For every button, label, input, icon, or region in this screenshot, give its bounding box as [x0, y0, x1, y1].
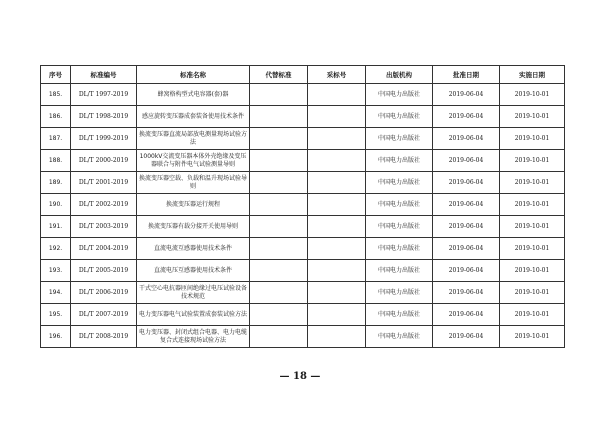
header-std-no: 标准编号 — [71, 66, 137, 84]
cell-std-name: 电力变压器、封闭式组合电器、电力电缆复合式连接现场试验方法 — [137, 326, 250, 348]
cell-replaces — [250, 326, 308, 348]
cell-std-name: 电力变压器电气试验装置成套装试验方法 — [137, 304, 250, 326]
cell-adopted — [308, 216, 366, 238]
page-number: — 18 — — [279, 371, 321, 382]
cell-publisher: 中国电力出版社 — [366, 194, 433, 216]
cell-approval-date: 2019-06-04 — [433, 150, 500, 172]
cell-adopted — [308, 304, 366, 326]
cell-replaces — [250, 106, 308, 128]
cell-adopted — [308, 172, 366, 194]
cell-std-no: DL/T 2004-2019 — [71, 238, 137, 260]
cell-seq: 186. — [41, 106, 71, 128]
cell-std-no: DL/T 1999-2019 — [71, 128, 137, 150]
cell-std-name: 直流电流互感器使用技术条件 — [137, 238, 250, 260]
cell-effective-date: 2019-10-01 — [500, 304, 565, 326]
table-row — [41, 238, 565, 260]
cell-approval-date: 2019-06-04 — [433, 128, 500, 150]
cell-publisher: 中国电力出版社 — [366, 282, 433, 304]
cell-seq: 185. — [41, 84, 71, 106]
cell-adopted — [308, 326, 366, 348]
cell-replaces — [250, 282, 308, 304]
standards-table — [40, 65, 565, 348]
cell-replaces — [250, 84, 308, 106]
cell-std-no: DL/T 2008-2019 — [71, 326, 137, 348]
cell-adopted — [308, 128, 366, 150]
cell-effective-date: 2019-10-01 — [500, 260, 565, 282]
cell-adopted — [308, 84, 366, 106]
cell-approval-date: 2019-06-04 — [433, 304, 500, 326]
cell-std-no: DL/T 1997-2019 — [71, 84, 137, 106]
cell-adopted — [308, 150, 366, 172]
cell-replaces — [250, 238, 308, 260]
table-row — [41, 106, 565, 128]
cell-std-name: 感应旋转变压器成套装备使用技术条件 — [137, 106, 250, 128]
cell-seq: 193. — [41, 260, 71, 282]
cell-approval-date: 2019-06-04 — [433, 84, 500, 106]
cell-replaces — [250, 304, 308, 326]
cell-std-no: DL/T 2003-2019 — [71, 216, 137, 238]
cell-approval-date: 2019-06-04 — [433, 260, 500, 282]
table-row — [41, 260, 565, 282]
cell-publisher: 中国电力出版社 — [366, 238, 433, 260]
cell-std-name: 换流变压器运行规程 — [137, 194, 250, 216]
cell-publisher: 中国电力出版社 — [366, 260, 433, 282]
cell-effective-date: 2019-10-01 — [500, 84, 565, 106]
table-row — [41, 326, 565, 348]
cell-std-no: DL/T 2005-2019 — [71, 260, 137, 282]
cell-std-name: 1000kV交流变压器本体外壳绝缘及变压器联合与附件电气试验测量导则 — [137, 150, 250, 172]
header-seq: 序号 — [41, 66, 71, 84]
cell-adopted — [308, 260, 366, 282]
cell-approval-date: 2019-06-04 — [433, 172, 500, 194]
cell-seq: 188. — [41, 150, 71, 172]
cell-effective-date: 2019-10-01 — [500, 282, 565, 304]
cell-std-no: DL/T 2001-2019 — [71, 172, 137, 194]
cell-publisher: 中国电力出版社 — [366, 172, 433, 194]
header-effective-date: 实施日期 — [500, 66, 565, 84]
cell-replaces — [250, 216, 308, 238]
cell-std-name: 换流变压器直流局部放电测量现场试验方法 — [137, 128, 250, 150]
table-row — [41, 282, 565, 304]
cell-publisher: 中国电力出版社 — [366, 216, 433, 238]
cell-approval-date: 2019-06-04 — [433, 194, 500, 216]
header-adopted: 采标号 — [308, 66, 366, 84]
cell-seq: 196. — [41, 326, 71, 348]
cell-seq: 191. — [41, 216, 71, 238]
cell-effective-date: 2019-10-01 — [500, 106, 565, 128]
cell-seq: 192. — [41, 238, 71, 260]
cell-std-no: DL/T 2007-2019 — [71, 304, 137, 326]
cell-std-name: 干式空心电抗器匝间绝缘过电压试验设备技术规范 — [137, 282, 250, 304]
cell-adopted — [308, 282, 366, 304]
header-replaces: 代替标准 — [250, 66, 308, 84]
cell-approval-date: 2019-06-04 — [433, 326, 500, 348]
cell-publisher: 中国电力出版社 — [366, 326, 433, 348]
header-approval-date: 批准日期 — [433, 66, 500, 84]
cell-adopted — [308, 194, 366, 216]
cell-seq: 190. — [41, 194, 71, 216]
cell-std-no: DL/T 2000-2019 — [71, 150, 137, 172]
cell-approval-date: 2019-06-04 — [433, 282, 500, 304]
cell-seq: 194. — [41, 282, 71, 304]
cell-replaces — [250, 150, 308, 172]
cell-publisher: 中国电力出版社 — [366, 128, 433, 150]
cell-effective-date: 2019-10-01 — [500, 172, 565, 194]
cell-effective-date: 2019-10-01 — [500, 326, 565, 348]
table-body — [41, 84, 565, 348]
cell-publisher: 中国电力出版社 — [366, 304, 433, 326]
cell-publisher: 中国电力出版社 — [366, 106, 433, 128]
table-row — [41, 304, 565, 326]
cell-std-no: DL/T 1998-2019 — [71, 106, 137, 128]
cell-approval-date: 2019-06-04 — [433, 216, 500, 238]
cell-effective-date: 2019-10-01 — [500, 194, 565, 216]
cell-effective-date: 2019-10-01 — [500, 238, 565, 260]
cell-replaces — [250, 194, 308, 216]
table-row — [41, 194, 565, 216]
cell-adopted — [308, 238, 366, 260]
cell-std-no: DL/T 2006-2019 — [71, 282, 137, 304]
cell-approval-date: 2019-06-04 — [433, 238, 500, 260]
cell-effective-date: 2019-10-01 — [500, 150, 565, 172]
cell-publisher: 中国电力出版社 — [366, 150, 433, 172]
header-publisher: 出版机构 — [366, 66, 433, 84]
cell-seq: 189. — [41, 172, 71, 194]
cell-approval-date: 2019-06-04 — [433, 106, 500, 128]
cell-seq: 195. — [41, 304, 71, 326]
cell-std-name: 换流变压器有载分接开关使用导则 — [137, 216, 250, 238]
cell-effective-date: 2019-10-01 — [500, 216, 565, 238]
cell-publisher: 中国电力出版社 — [366, 84, 433, 106]
table-row — [41, 172, 565, 194]
cell-replaces — [250, 128, 308, 150]
cell-replaces — [250, 260, 308, 282]
table-row — [41, 216, 565, 238]
cell-effective-date: 2019-10-01 — [500, 128, 565, 150]
header-std-name: 标准名称 — [137, 66, 250, 84]
cell-seq: 187. — [41, 128, 71, 150]
cell-replaces — [250, 172, 308, 194]
cell-adopted — [308, 106, 366, 128]
cell-std-name: 直流电压互感器使用技术条件 — [137, 260, 250, 282]
table-header-row — [41, 66, 565, 84]
table-row — [41, 128, 565, 150]
cell-std-name: 换流变压器空载、负载和温升现场试验导则 — [137, 172, 250, 194]
cell-std-name: 蜂窝格构型式电容器(套)器 — [137, 84, 250, 106]
cell-std-no: DL/T 2002-2019 — [71, 194, 137, 216]
table-row — [41, 150, 565, 172]
table-row — [41, 84, 565, 106]
